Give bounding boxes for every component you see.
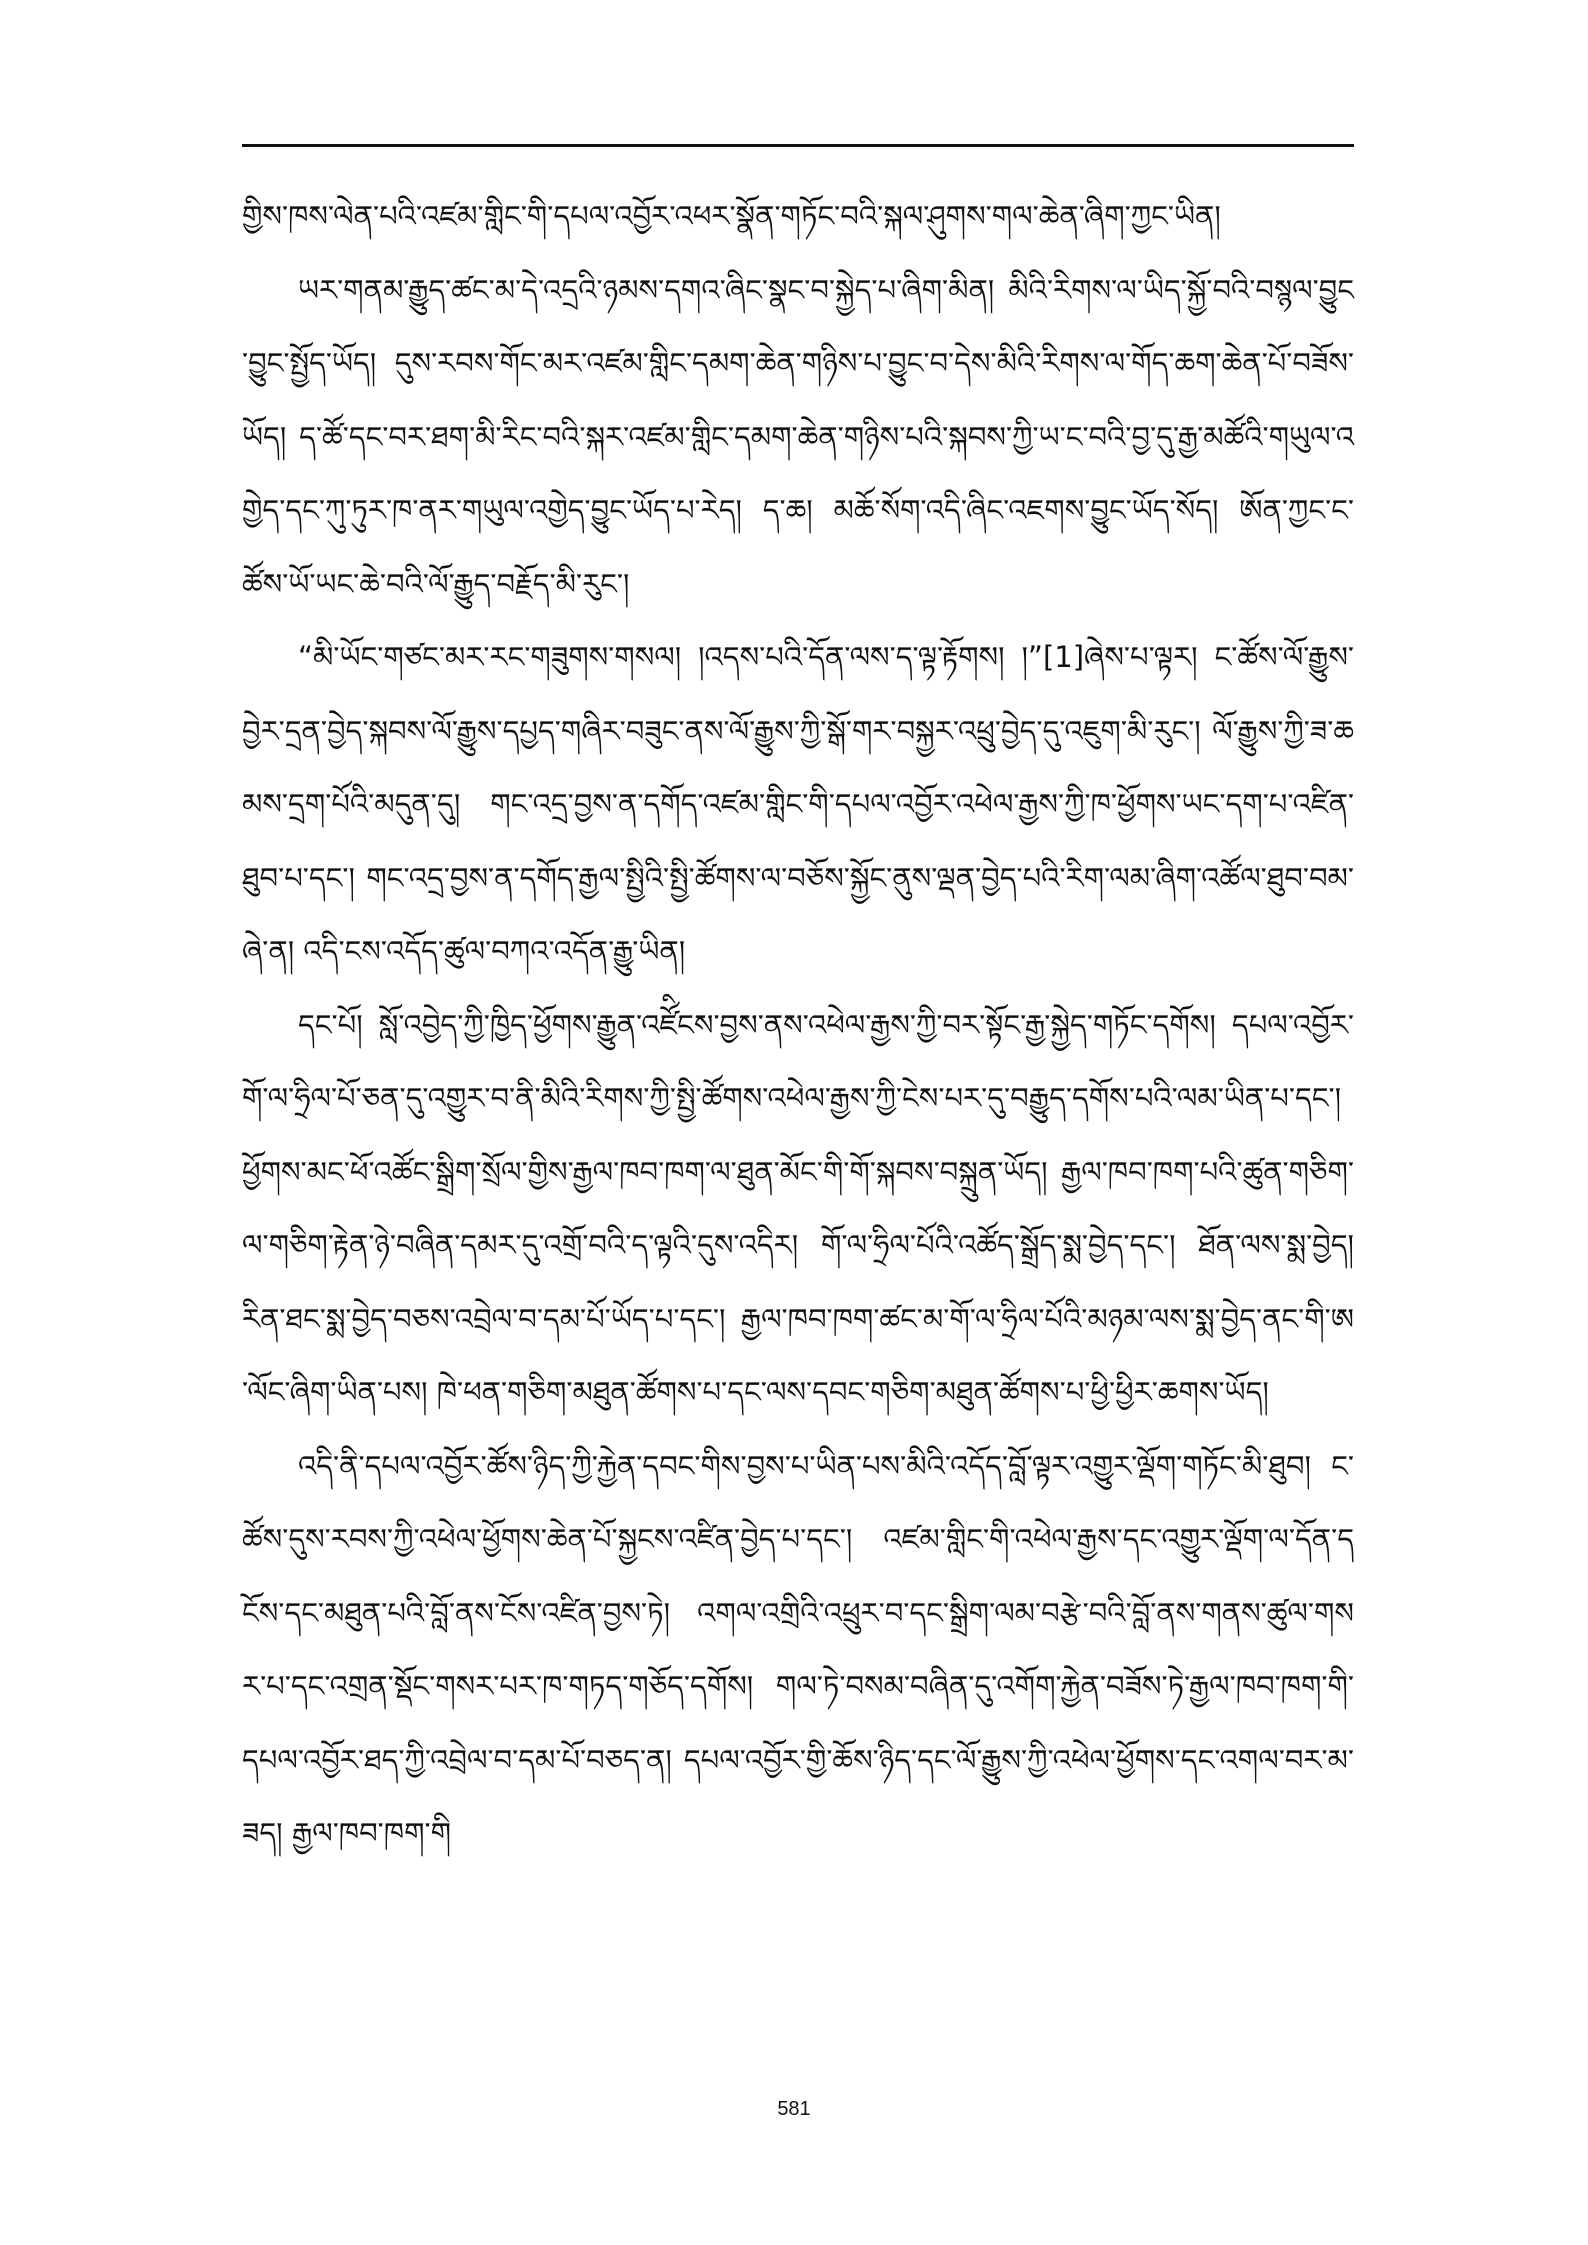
- page-number: 581: [777, 2098, 811, 2120]
- paragraph: “མི་ཡོང་གཙང་མར་རང་གཟུགས་གསལ། །འདས་པའི་དོན་ལས་ད་ལྟ་རྟོགས། །”[1]ཞེས་པ་ལྟར། ང་ཚོས་ལོ་རྒྱུས་བྱེར་དྲན་བྱེད་སྐབས་ལོ་རྒྱུས་དཔྱད་གཞིར་བཟུང་ནས་ལོ་རྒྱུས་ཀྱི་སྒོ་གར་བསྐྱར་འཕྲུ་བྱེད་དུ་འཇུག་མི་རུང་། ལོ་རྒྱུས་ཀྱི་ཟ་ཆམས་དྲག་པོའི་མདུན་དུ། གང་འདྲ་བྱས་ན་དགོད་འཛམ་གླིང་གི་དཔལ་འབྱོར་འཕེལ་རྒྱས་ཀྱི་ཁ་ཕྱོགས་ཡང་དག་པ་འཛིན་ཐུབ་པ་དང་། གང་འདྲ་བྱས་ན་དགོད་རྒྱལ་སྤྱིའི་སྤྱི་ཚོགས་ལ་བཅོས་སྐྱོང་ནུས་ལྡན་བྱེད་པའི་རིག་ལམ་ཞིག་འཚོལ་ཐུབ་བམ་ཞེ་ན། འདི་ངས་འདོད་ཚུལ་བཀའ་འདོན་རྒྱུ་ཡིན།: [242, 640, 1354, 968]
- document-body: [242, 180, 1354, 1871]
- paragraph: དང་པོ། སློ་འབྱེད་ཀྱི་ཁྱིད་ཕྱོགས་རྒྱུན་འཛོིངས་བྱས་ནས་འཕེལ་རྒྱས་ཀྱི་བར་སྟོང་རྒྱ་སྐྱེད་གཏོང་དགོས། དཔལ་འབྱོར་གོ་ལ་ཧྲིལ་པོ་ཅན་དུ་འགྱུར་བ་ནི་མིའི་རིགས་ཀྱི་སྤྱི་ཚོགས་འཕེལ་རྒྱས་ཀྱི་ངེས་པར་དུ་བརྒྱུད་དགོས་པའི་ལམ་ཡིན་པ་དང་། ཕྱོགས་མང་ཕོ་འཚོང་སྒྲིག་སྲོལ་གྱིས་རྒྱལ་ཁབ་ཁག་ལ་ཐུན་མོང་གི་གོ་སྐབས་བསྐྲུན་ཡོད། རྒྱལ་ཁབ་ཁག་པའི་ཚུན་གཅིག་ལ་གཅིག་རྟེན་ཉེ་བཞིན་དམར་དུ་འགྲོ་བའི་ད་ལྟའི་དུས་འདིར། གོ་ལ་ཧྲིལ་པོའི་འཚོད་སྒྲོད་སྨ་བྱེད་དང་། ཐོན་ལས་སྨ་བྱེད། རིན་ཐང་སྨ་བྱེད་བཅས་འབྲེལ་བ་དམ་པོ་ཡོད་པ་དང་། རྒྱལ་ཁབ་ཁག་ཚང་མ་གོ་ལ་ཧྲིལ་པོའི་མཉམ་ལས་སྨ་བྱེད་ནང་གི་ཨ་ལོང་ཞིག་ཡིན་པས། ཁེ་ཕན་གཅིག་མཐུན་ཚོགས་པ་དང་ལས་དབང་གཅིག་མཐུན་ཚོགས་པ་ཕྱི་ཕྱིར་ཆགས་ཡོད།: [242, 1007, 1354, 1409]
- paragraph: འདི་ནི་དཔལ་འབྱོར་ཚོས་ཉིད་ཀྱི་རྐྱེན་དབང་གིས་བྱས་པ་ཡིན་པས་མིའི་འདོད་བློ་ལྟར་འགྱུར་ལྡོག་གཏོང་མི་ཐུབ། ང་ཚོས་དུས་རབས་ཀྱི་འཕེལ་ཕྱོགས་ཆེན་པོ་སྐྱངས་འཛིན་བྱེད་པ་དང་། འཛམ་གླིང་གི་འཕེལ་རྒྱས་དང་འགྱུར་ལྡོག་ལ་དོན་དངོས་དང་མཐུན་པའི་བློ་ནས་ངོས་འཛིན་བྱས་ཏེ། འགལ་འགྲིའི་འཕྲུར་བ་དང་སྒྲིག་ལམ་བརྩེ་བའི་བློ་ནས་གནས་ཚུལ་གསར་པ་དང་འགྲན་སྡོང་གསར་པར་ཁ་གཏད་གཅོད་དགོས། གལ་ཏེ་བསམ་བཞིན་དུ་འགོག་རྐྱེན་བཟོས་ཏེ་རྒྱལ་ཁབ་ཁག་གི་དཔལ་འབྱོར་ཐད་ཀྱི་འབྲེལ་བ་དམ་པོ་བཅད་ན། དཔལ་འབྱོར་གྱི་ཆོས་ཉིད་དང་ལོ་རྒྱུས་ཀྱི་འཕེལ་ཕྱོགས་དང་འགལ་བར་མ་ཟད། རྒྱལ་ཁབ་ཁག་གི: [242, 1448, 1354, 1850]
- paragraph: ཡར་གནམ་རྒྱུད་ཚང་མ་དེ་འདྲའི་ཉམས་དགའ་ཞིང་སྣང་བ་སྐྱེད་པ་ཞིག་མིན། མིའི་རིགས་ལ་ཡིད་སྐྱོ་བའི་བསྙལ་བྱུང་བྱུང་སྤྱོད་ཡོད། དུས་རབས་གོང་མར་འཛམ་གླིང་དམག་ཆེན་གཉིས་པ་བྱུང་བ་དེས་མིའི་རིགས་ལ་གོད་ཆག་ཆེན་པོ་བཟོས་ཡོད། ད་ཚོ་དང་བར་ཐག་མི་རིང་བའི་སྐར་འཛམ་གླིང་དམག་ཆེན་གཉིས་པའི་སྐབས་ཀྱི་ཡ་ང་བའི་བྱ་དུ་རྒྱ་མཚོའི་གཡུལ་འགྱེད་དང་ཀུ་ཏུར་ཁ་ནར་གཡུལ་འགྱེད་བྱུང་ཡོད་པ་རེད། ད་ཆ། མཆོ་སོག་འདི་ཞིང་འཇགས་བྱུང་ཡོད་སོད། ཨོན་ཀྱང་ང་ཚོས་ཡོ་ཡང་ཆེ་བའི་ལོ་རྒྱུད་བརྗོད་མི་རུང་།: [242, 272, 1354, 601]
- paragraph: གྱིས་ཁས་ལེན་པའི་འཛམ་གླིང་གི་དཔལ་འབྱོར་འཕར་སྣོན་གཏོང་བའི་སྐལ་ཤུགས་གལ་ཆེན་ཞིག་ཀྱང་ཡིན།: [242, 199, 1221, 233]
- header-rule: [242, 144, 1354, 147]
